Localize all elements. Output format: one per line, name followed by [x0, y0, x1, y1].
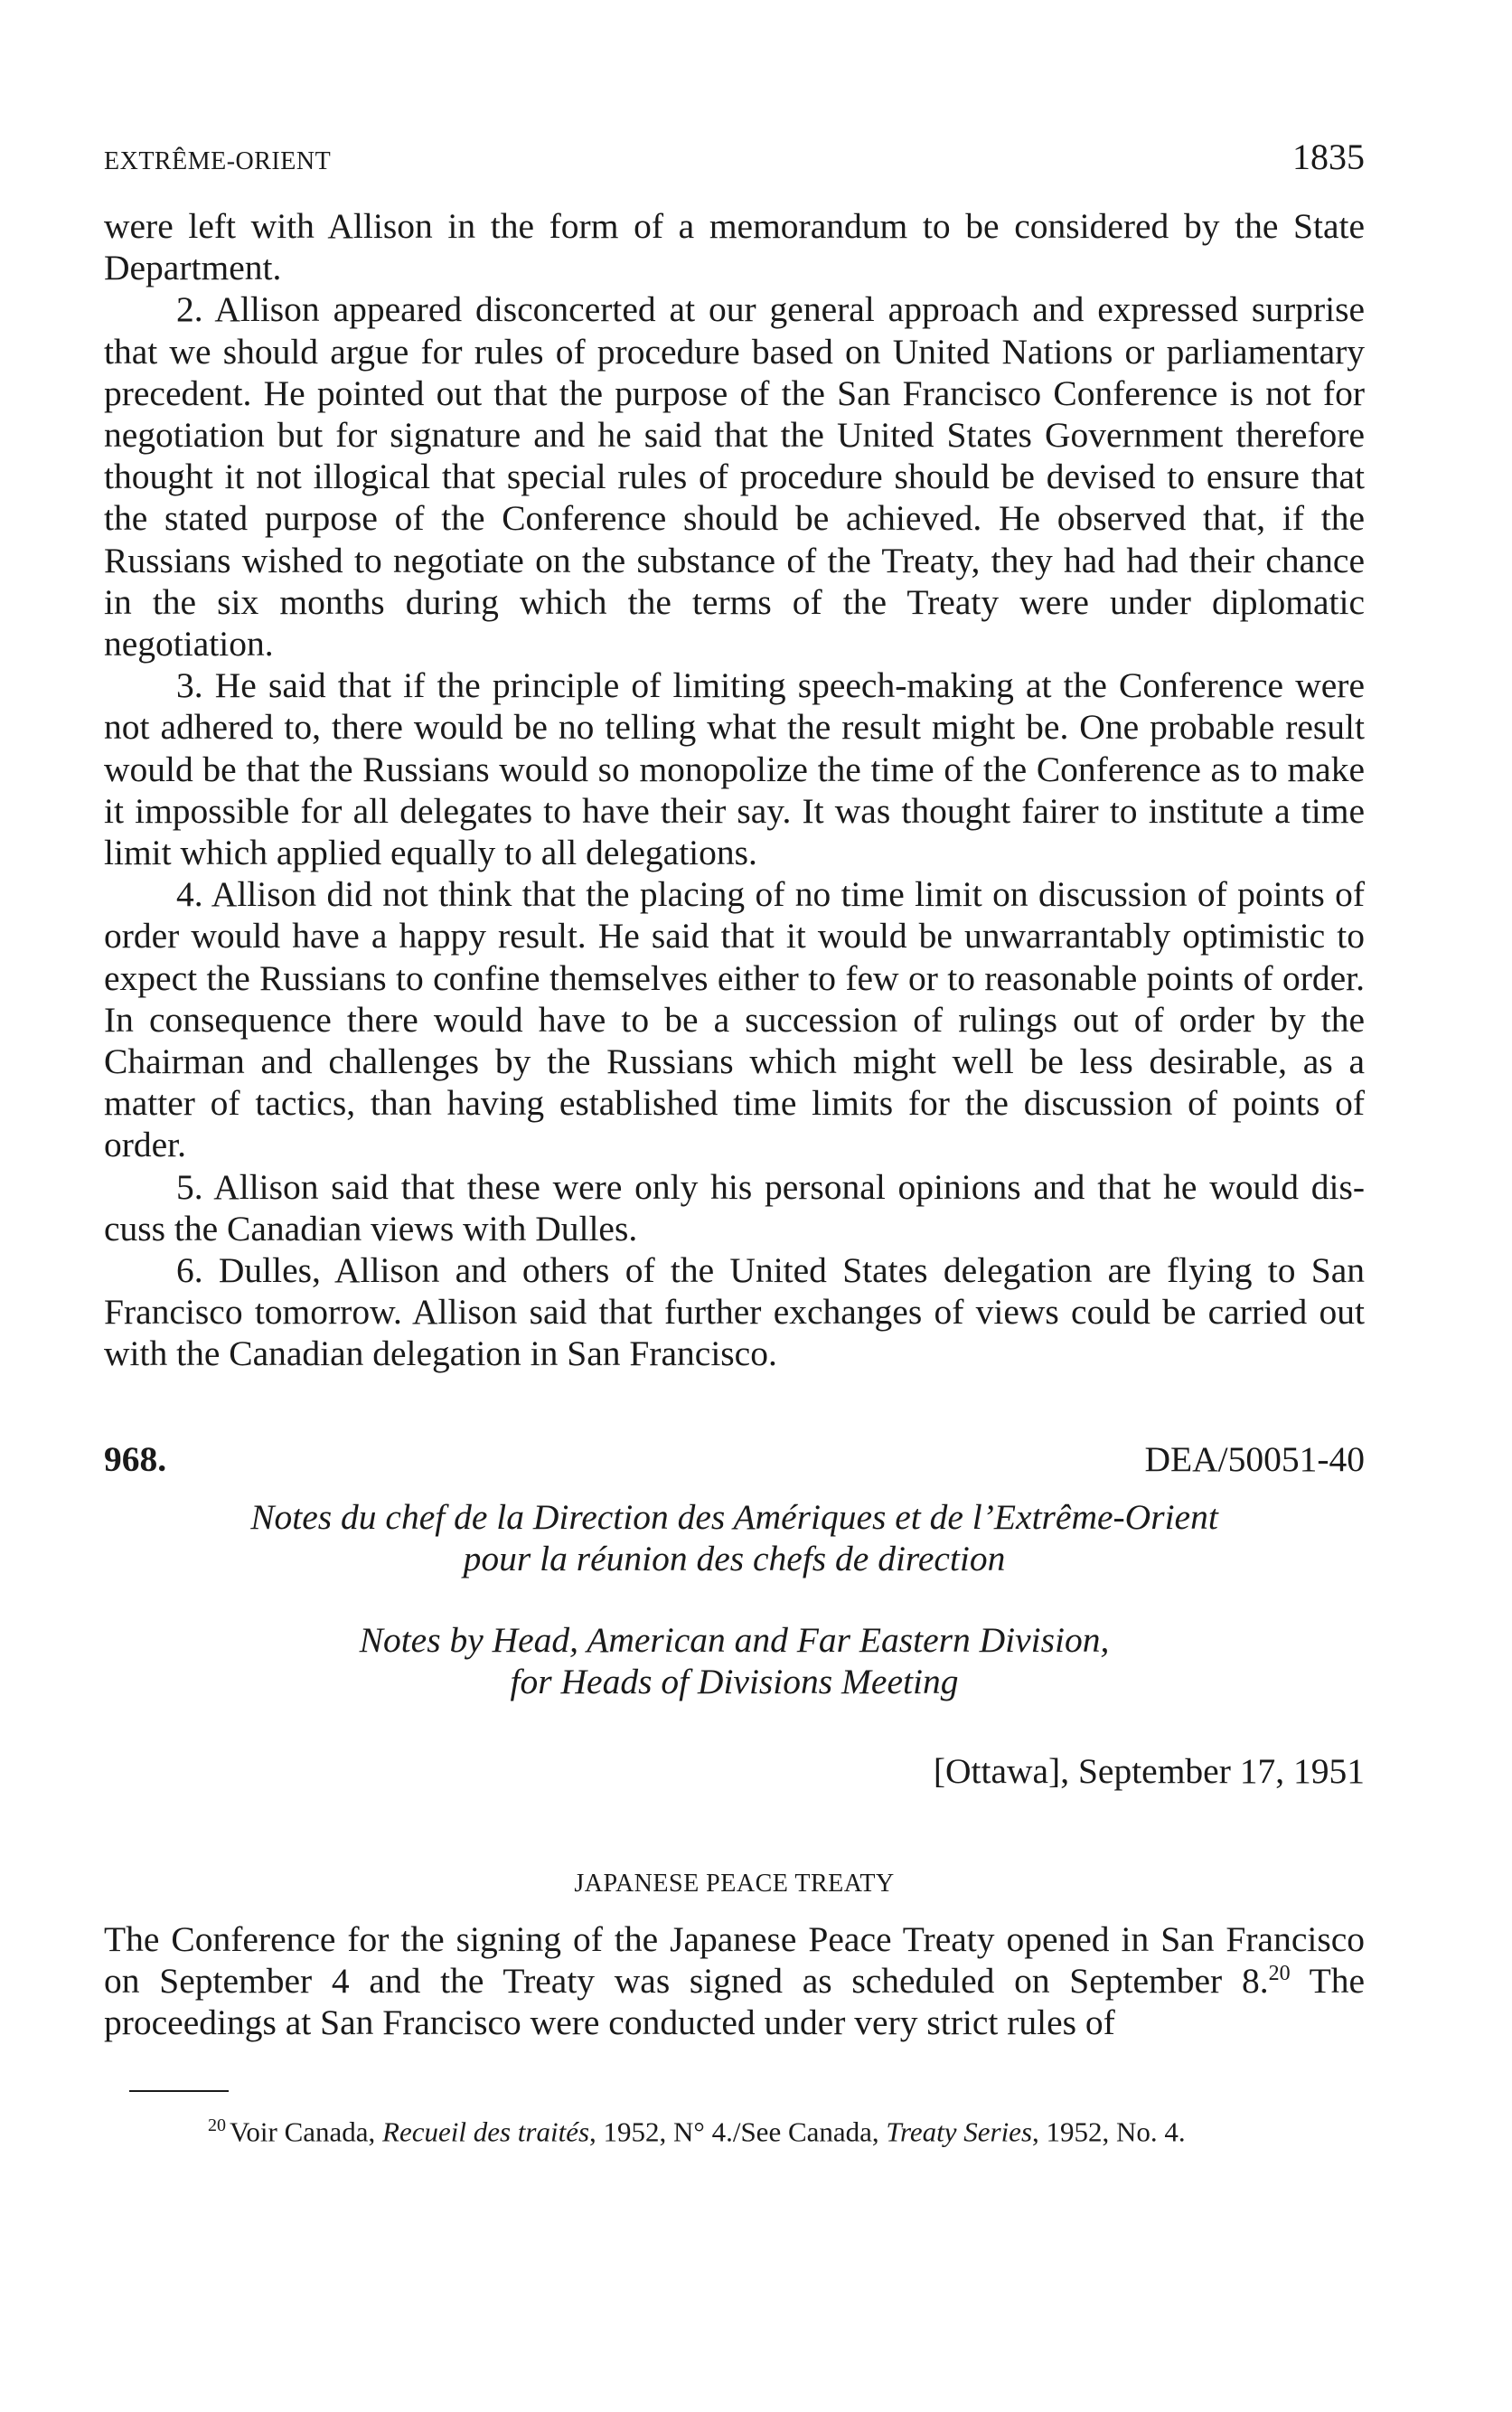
subject-heading: JAPANESE PEACE TREATY [574, 1869, 895, 1898]
body-text [104, 205, 1365, 1375]
document-number: 968. [104, 1438, 167, 1479]
document-body [104, 1918, 1365, 2044]
footnote-marker: 20 [208, 2115, 226, 2136]
footnote-text: Treaty Series [886, 2115, 1033, 2148]
footnote-text: , 1952, No. 4. [1032, 2115, 1186, 2148]
footnote-text: Recueil des traités [382, 2115, 590, 2148]
running-head [104, 136, 1365, 178]
title-line: Notes du chef de la Direction des Amériques et de l’Extrême-Orient [250, 1496, 1218, 1537]
running-title: EXTRÊME-ORIENT [104, 147, 332, 175]
title-line: for Heads of Divisions Meeting [510, 1662, 959, 1702]
paragraph: 5. Allison said that these were only his personal opinions and that he would discuss the Canadian views with Dulles. [104, 1166, 1365, 1248]
page [104, 136, 1365, 2148]
file-reference: DEA/50051-40 [1144, 1438, 1365, 1479]
footnote [208, 2115, 1365, 2148]
paragraph: 3. He said that if the principle of limiting speech-making at the Conference were not adhered to, there would be no telling what the result might be. One probable result would be that the Russians would so monopolize the time of the Conference as to make it impossible for all delegates to have their say. It was thought fairer to institute a time limit which applied equally to all delegations. [104, 665, 1365, 873]
paragraph: 4. Allison did not think that the placing of no time limit on discussion of points of order would have a happy result. He said that it would be unwarrantably optimistic to expect the Russians to confine themselves either to few or to reasonable points of order. In consequence there would have to be a succession of rulings out of order by the Chairman and challenges by the Russians which might well be less desirable, as a matter of tactics, than having established time limits for the discussion of points of order. [104, 874, 1365, 1165]
paragraph: 6. Dulles, Allison and others of the United States delegation are flying to San Francisco tomorrow. Allison said that further exchanges of views could be carried out with the Canadian delegation in San Francisco. [104, 1250, 1365, 1374]
footnote-reference[interactable]: 20 [1268, 1961, 1291, 1985]
document-title-french [104, 1496, 1365, 1579]
paragraph-text: The proceedings at San Francisco were conducted under very strict rules of [104, 1960, 1365, 2042]
paragraph [104, 1918, 1365, 2044]
footnote-rule [129, 2090, 229, 2092]
title-line: Notes by Head, American and Far Eastern Division, [359, 1620, 1110, 1661]
dateline: [Ottawa], September 17, 1951 [933, 1750, 1365, 1791]
paragraph: 2. Allison appeared disconcerted at our general approach and expressed surprise that we should argue for rules of procedure based on United Nations or parliamentary precedent. He pointed out that the purpose of the San Francisco Conference is not for negotiation but for signature and he said that the United States Government therefore thought it not illogical that special rules of procedure should be devised to ensure that the stated purpose of the Conference should be achieved. He observed that, if the Russians wished to negotiate on the substance of the Treaty, they had had their chance in the six months during which the terms of the Treaty were under diplomatic negotiation. [104, 289, 1365, 664]
page-number: 1835 [1292, 137, 1365, 177]
paragraph-text: The Conference for the signing of the Japanese Peace Treaty opened in San Francisco on September 4 and the Treaty was signed as scheduled on September 8. [104, 1918, 1365, 2001]
title-line: pour la réunion des chefs de direction [463, 1538, 1006, 1578]
footnote-text: , 1952, N° 4./See Canada, [589, 2115, 887, 2148]
paragraph: were left with Allison in the form of a memorandum to be considered by the State Department. [104, 206, 1365, 288]
document-header [104, 1438, 1365, 1480]
footnote-text: Voir Canada, [230, 2115, 383, 2148]
document-title-english [104, 1619, 1365, 1702]
